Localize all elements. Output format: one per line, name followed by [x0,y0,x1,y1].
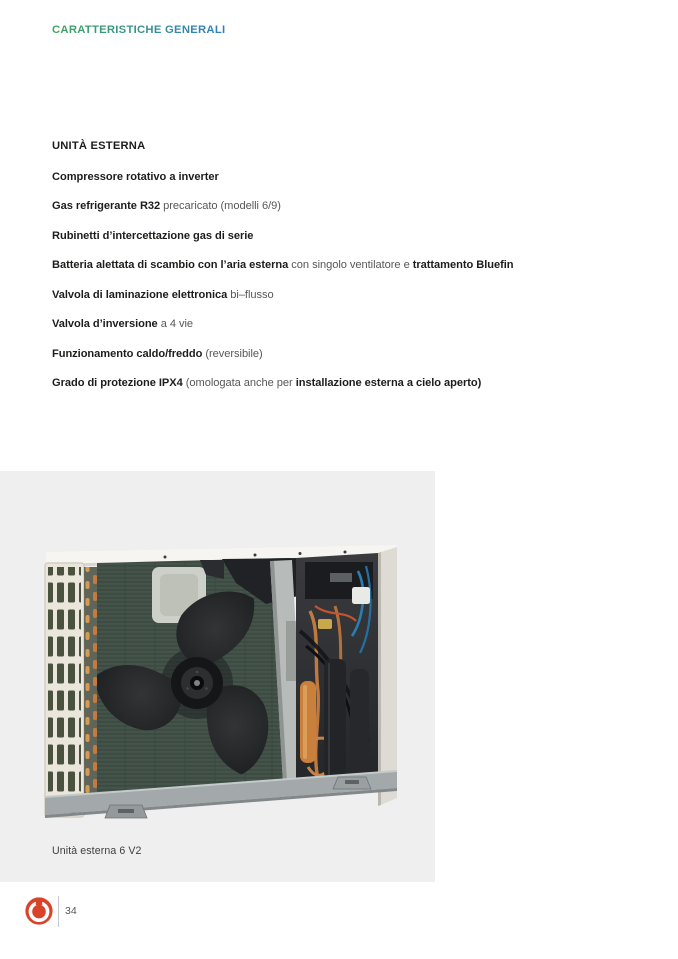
feature-line [52,289,612,303]
feature-line [52,318,612,332]
feature-segment: (reversibile) [202,347,263,360]
feature-segment: Rubinetti d’intercettazione gas di serie [52,229,254,242]
feature-segment: (omologata anche per [182,377,296,389]
feature-line [52,200,612,214]
feature-segment: con singolo ventilatore e [288,259,413,271]
feature-line [52,171,612,185]
feature-line [52,348,612,362]
left-grille [45,563,84,817]
header-label: CARATTERISTICHE GENERALI [52,24,226,36]
feature-segment: trattamento Bluefin [412,259,514,271]
feature-segment: installazione esterna a cielo aperto) [295,377,482,389]
feature-line [52,377,612,391]
feature-segment: bi–flusso [227,288,274,301]
feature-segment: Valvola di laminazione elettronica [52,288,228,301]
feature-segment: Batteria alettata di scambio con l’aria esterna [52,259,289,271]
accumulator [300,681,316,763]
content [52,140,612,407]
footer-divider [58,896,59,927]
feature-line [52,259,612,273]
feature-segment: Gas refrigerante R32 [52,200,161,212]
page-number: 34 [65,905,77,917]
section-title: UNITÀ ESTERNA [52,140,146,152]
figure-panel [0,471,435,882]
compressor-cylinder [324,659,346,779]
feature-segment: Valvola d’inversione [52,318,158,330]
feature-line [52,230,612,244]
feature-segment: a 4 vie [157,318,194,330]
feature-segment: Funzionamento caldo/freddo [52,347,203,360]
outdoor-unit-photo [0,471,435,882]
coil-copper-bends [84,567,97,799]
flame-logo-icon [25,897,53,925]
feature-list [52,171,612,391]
feature-segment: Grado di protezione IPX4 [52,377,183,389]
figure-caption: Unità esterna 6 V2 [52,845,142,857]
feature-segment: precaricato (modelli 6/9) [160,200,281,212]
feature-segment: Compressore rotativo a inverter [52,170,219,183]
